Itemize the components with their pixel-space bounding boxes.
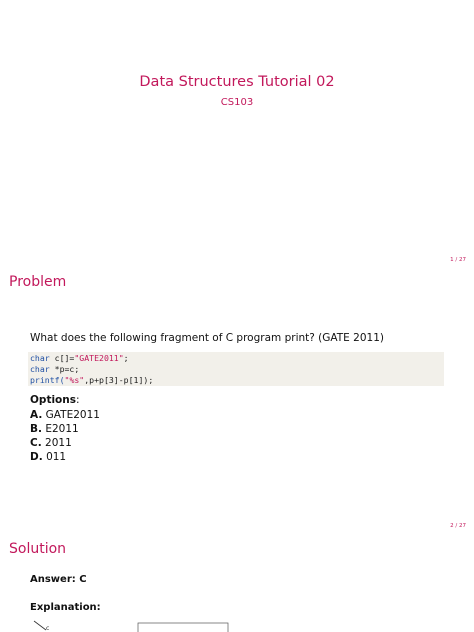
code-keyword: char (30, 364, 50, 374)
presentation-title: Data Structures Tutorial 02 (139, 74, 335, 90)
code-function: printf( (30, 375, 65, 385)
code-text: c[]= (49, 353, 75, 363)
option-letter: B. (30, 423, 42, 435)
solution-slide (0, 532, 474, 632)
option-text: 011 (46, 451, 67, 463)
memory-diagram (30, 618, 250, 632)
option-c (30, 437, 72, 449)
code-block (28, 352, 444, 386)
option-b (30, 423, 79, 435)
code-text: ; (123, 353, 129, 363)
question-text: What does the following fragment of C program print? (GATE 2011) (30, 332, 384, 344)
code-text: ,p+p[3]-p[1]); (84, 375, 154, 385)
code-line-2 (30, 364, 79, 374)
option-text: E2011 (45, 423, 79, 435)
option-d (30, 451, 66, 463)
code-line-1 (30, 353, 129, 363)
pointer-label: c (46, 625, 50, 632)
title-slide (0, 0, 474, 266)
answer-text: Answer: C (30, 574, 87, 585)
presentation-subtitle: CS103 (220, 97, 254, 108)
option-letter: D. (30, 451, 43, 463)
option-letter: C. (30, 437, 42, 449)
option-a (30, 409, 100, 421)
page-number: 1 / 27 (450, 257, 466, 263)
frame-title: Problem (9, 274, 67, 290)
code-string: "%s" (64, 375, 85, 385)
explanation-label: Explanation: (30, 602, 101, 613)
code-text: *p=c; (49, 364, 80, 374)
options-heading (30, 394, 80, 406)
pointer-arrow-line (34, 621, 46, 630)
code-line-3 (30, 375, 153, 385)
options-label: Options (30, 394, 76, 406)
option-text: 2011 (45, 437, 72, 449)
code-keyword: char (30, 353, 50, 363)
problem-slide (0, 266, 474, 532)
option-letter: A. (30, 409, 43, 421)
page-number: 2 / 27 (450, 523, 466, 529)
frame-title: Solution (9, 541, 67, 557)
option-text: GATE2011 (45, 409, 100, 421)
array-box (138, 623, 228, 632)
code-string: "GATE2011" (74, 353, 124, 363)
options-colon: : (76, 394, 80, 406)
